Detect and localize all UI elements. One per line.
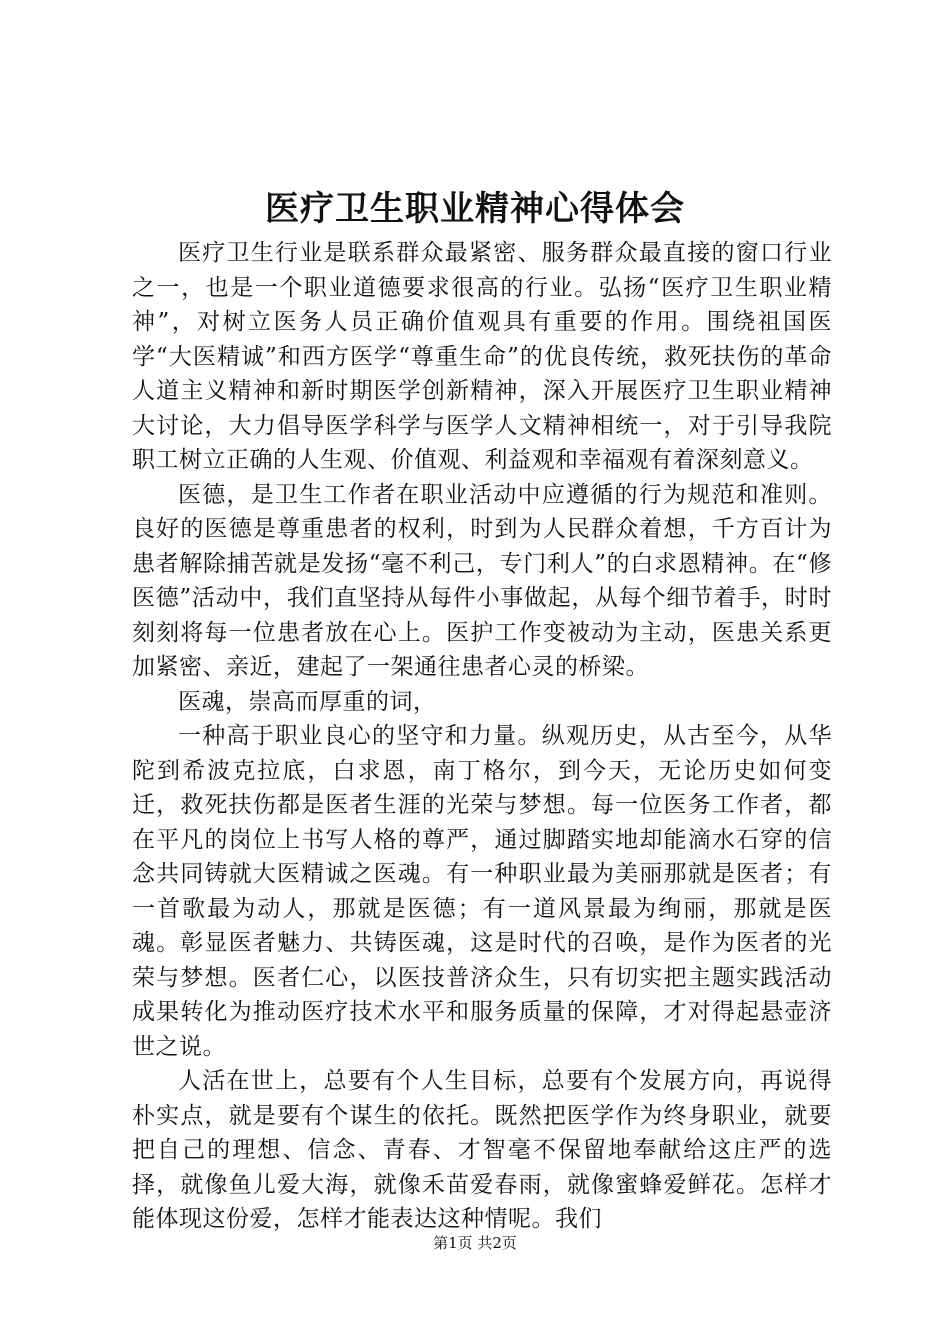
paragraph-life-goal: 人活在世上，总要有个人生目标，总要有个发展方向，再说得朴实点，就是要有个谋生的依托。既然把医学作为终身职业，就要把自己的理想、信念、青春、才智毫不保留地奉献给这庄严的选择，就像鱼儿爱大海，就像禾苗爱春雨，就像蜜蜂爱鲜花。怎样才能体现这份爱，怎样才能表达这种情呢。我们 [132, 1068, 832, 1232]
page-number-footer: 第1页 共2页 [433, 1234, 517, 1252]
paragraph-medical-soul-heading: 医魂，崇高而厚重的词， [178, 688, 437, 715]
document-title: 医疗卫生职业精神心得体会 [265, 189, 685, 229]
paragraph-intro: 医疗卫生行业是联系群众最紧密、服务群众最直接的窗口行业之一，也是一个职业道德要求很高的行业。弘扬“医疗卫生职业精神”，对树立医务人员正确价值观具有重要的作用。围绕祖国医学“大医精诚”和西方医学“尊重生命”的优良传统，救死扶伤的革命人道主义精神和新时期医学创新精神，深入开展医疗卫生职业精神大讨论，大力倡导医学科学与医学人文精神相统一，对于引导我院职工树立正确的人生观、价值观、利益观和幸福观有着深刻意义。 [132, 240, 832, 473]
paragraph-medical-soul: 一种高于职业良心的坚守和力量。纵观历史，从古至今，从华陀到希波克拉底，白求恩，南丁格尔，到今天，无论历史如何变迁，救死扶伤都是医者生涯的光荣与梦想。每一位医务工作者，都在平凡的岗位上书写人格的尊严，通过脚踏实地却能滴水石穿的信念共同铸就大医精诚之医魂。有一种职业最为美丽那就是医者；有一首歌最为动人，那就是医德；有一道风景最为绚丽，那就是医魂。彰显医者魅力、共铸医魂，这是时代的召唤，是作为医者的光荣与梦想。医者仁心，以医技普济众生，只有切实把主题实践活动成果转化为推动医疗技术水平和服务质量的保障，才对得起悬壶济世之说。 [132, 723, 832, 1060]
document-body [132, 236, 832, 1237]
paragraph-medical-ethics: 医德，是卫生工作者在职业活动中应遵循的行为规范和准则。良好的医德是尊重患者的权利，时到为人民群众着想，千方百计为患者解除捕苦就是发扬“毫不利己，专门利人”的白求恩精神。在“修医德”活动中，我们直坚持从每件小事做起，从每个细节着手，时时刻刻将每一位患者放在心上。医护工作变被动为主动，医患关系更加紧密、亲近，建起了一架通往患者心灵的桥梁。 [132, 481, 832, 680]
